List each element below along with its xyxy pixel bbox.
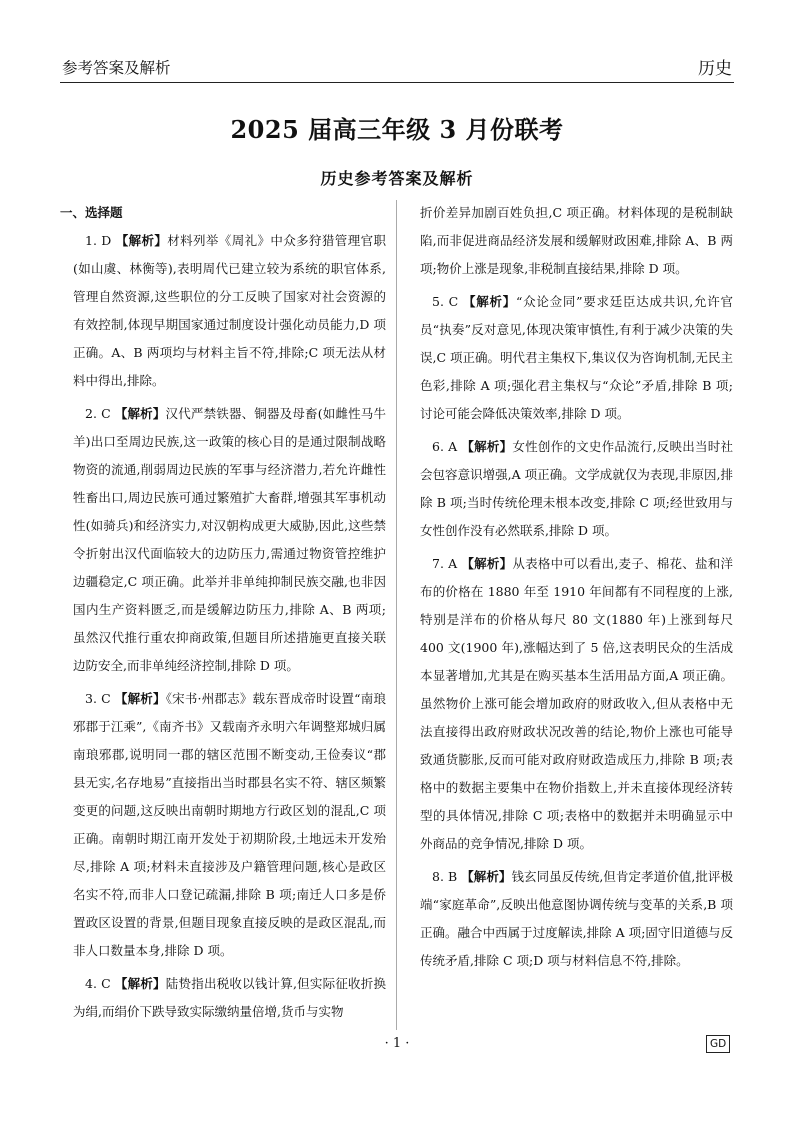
item-text: 钱玄同虽反传统,但肯定孝道价值,批评极端“家庭革命”,反映出他意图协调传统与变革的关系,B 项正确。融合中西属于过度解读,排除 A 项;固守旧道德与反传统矛盾,排除 C 项;D 项与材料信息不符,排除。 [420, 869, 733, 968]
region-badge: GD [706, 1035, 730, 1053]
analysis-tag: 【解析】 [114, 406, 166, 421]
answer-item-4-continued: 折价差异加剧百姓负担,C 项正确。材料体现的是税制缺陷,而非促进商品经济发展和缓解财政困难,排除 A、B 两项;物价上涨是现象,非税制直接结果,排除 D 项。 [420, 205, 733, 276]
item-number: 6. A [432, 439, 458, 454]
item-text: “众论佥同”要求廷臣达成共识,允许官员“执奏”反对意见,体现决策审慎性,有利于减少决策的失误,C 项正确。明代君主集权下,集议仅为咨询机制,无民主色彩,排除 A 项;强化君主集权与“众论”矛盾,排除 B 项;讨论可能会降低决策效率,排除 D 项。 [420, 294, 733, 421]
item-number: 5. C [432, 294, 459, 309]
answer-item-4 [60, 970, 386, 1026]
page-number: · 1 · [384, 1036, 410, 1051]
item-text: 从表格中可以看出,麦子、棉花、盐和洋布的价格在 1880 年至 1910 年间都有不同程度的上涨,特别是洋布的价格从每尺 80 文(1880 年)上涨到每尺 400 文(1900 年),涨幅达到了 5 倍,这表明民众的生活成本显著增加,尤其是在购买基本生活用品方面,A 项正确。虽然物价上涨可能会增加政府的财政收入,但从表格中无法直接得出政府财政状况改善的结论,物价上涨也可能导致通货膨胀,反而可能对政府财政造成压力,排除 B 项;表格中的数据主要集中在物价指数上,并未直接体现经济转型的具体情况,排除 C 项;表格中的数据并未明确显示中外商品的竞争情况,排除 D 项。 [420, 556, 733, 851]
analysis-tag: 【解析】 [461, 439, 513, 454]
answer-item-5 [407, 288, 733, 428]
item-number: 3. C [85, 691, 111, 706]
column-divider [396, 200, 397, 1030]
document-subtitle: 历史参考答案及解析 [320, 169, 474, 188]
right-column [407, 199, 733, 980]
analysis-tag: 【解析】 [115, 233, 168, 248]
item-text: 《宋书·州郡志》载东晋成帝时设置“南琅邪郡于江乘”,《南齐书》又载南齐永明六年调整郑城归属南琅邪郡,说明同一郡的辖区范围不断变动,王俭奏议“郡县无实,名存地易”直接指出当时郡县名实不符、辖区频繁变更的问题,这反映出南朝时期地方行政区划的混乱,C 项正确。南朝时期江南开发处于初期阶段,土地远未开发殆尽,排除 A 项;材料未直接涉及户籍管理问题,核心是政区名实不符,而非人口登记疏漏,排除 B 项;南迁人口多是侨置政区设置的背景,但题目现象直接反映的是政区混乱,而非人口数量本身,排除 D 项。 [73, 691, 386, 958]
item-number: 4. C [85, 976, 111, 991]
page-header [60, 52, 734, 83]
header-left-label: 参考答案及解析 [62, 59, 171, 77]
item-text: 女性创作的文史作品流行,反映出当时社会包容意识增强,A 项正确。文学成就仅为表现,非原因,排除 B 项;当时传统伦理未根本改变,排除 C 项;经世致用与女性创作没有必然联系,排除 D 项。 [420, 439, 733, 538]
item-text: 陆贽指出税收以钱计算,但实际征收折换为绢,而绢价下跌导致实际缴纳量倍增,货币与实物 [73, 976, 386, 1019]
section-heading: 一、选择题 [60, 205, 123, 220]
analysis-tag: 【解析】 [461, 556, 513, 571]
document-title: 2025 届高三年级 3 月份联考 [230, 115, 564, 144]
header-subject-label: 历史 [698, 59, 732, 79]
analysis-tag: 【解析】 [461, 869, 512, 884]
analysis-tag: 【解析】 [114, 976, 166, 991]
left-column [60, 199, 386, 1031]
item-text: 汉代严禁铁器、铜器及母畜(如雌性马牛羊)出口至周边民族,这一政策的核心目的是通过限制战略物资的流通,削弱周边民族的军事与经济潜力,若允许雌性牲畜出口,周边民族可通过繁殖扩大畜群,增强其军事机动性(如骑兵)和经济实力,对汉朝构成更大威胁,因此,这些禁令折射出汉代面临较大的边防压力,需通过物资管控维护边疆稳定,C 项正确。此举并非单纯抑制民族交融,也非因国内生产资料匮乏,而是缓解边防压力,排除 A、B 两项;虽然汉代推行重农抑商政策,但题目所述措施更直接关联边防安全,而非单纯经济控制,排除 D 项。 [73, 406, 386, 673]
item-number: 2. C [85, 406, 111, 421]
answer-item-8 [407, 863, 733, 975]
answer-item-6 [407, 433, 733, 545]
answer-item-7 [407, 550, 733, 858]
item-text: 材料列举《周礼》中众多狩猎管理官职(如山虞、林衡等),表明周代已建立较为系统的职官体系,管理自然资源,这些职位的分工反映了国家对社会资源的有效控制,体现早期国家通过制度设计强化动员能力,D 项正确。A、B 两项均与材料主旨不符,排除;C 项无法从材料中得出,排除。 [73, 233, 386, 388]
answer-item-1 [60, 227, 386, 395]
answer-item-2 [60, 400, 386, 680]
item-number: 7. A [432, 556, 458, 571]
analysis-tag: 【解析】 [114, 691, 166, 706]
answer-item-3 [60, 685, 386, 965]
item-number: 1. D [85, 233, 112, 248]
analysis-tag: 【解析】 [462, 294, 516, 309]
item-number: 8. B [432, 869, 458, 884]
